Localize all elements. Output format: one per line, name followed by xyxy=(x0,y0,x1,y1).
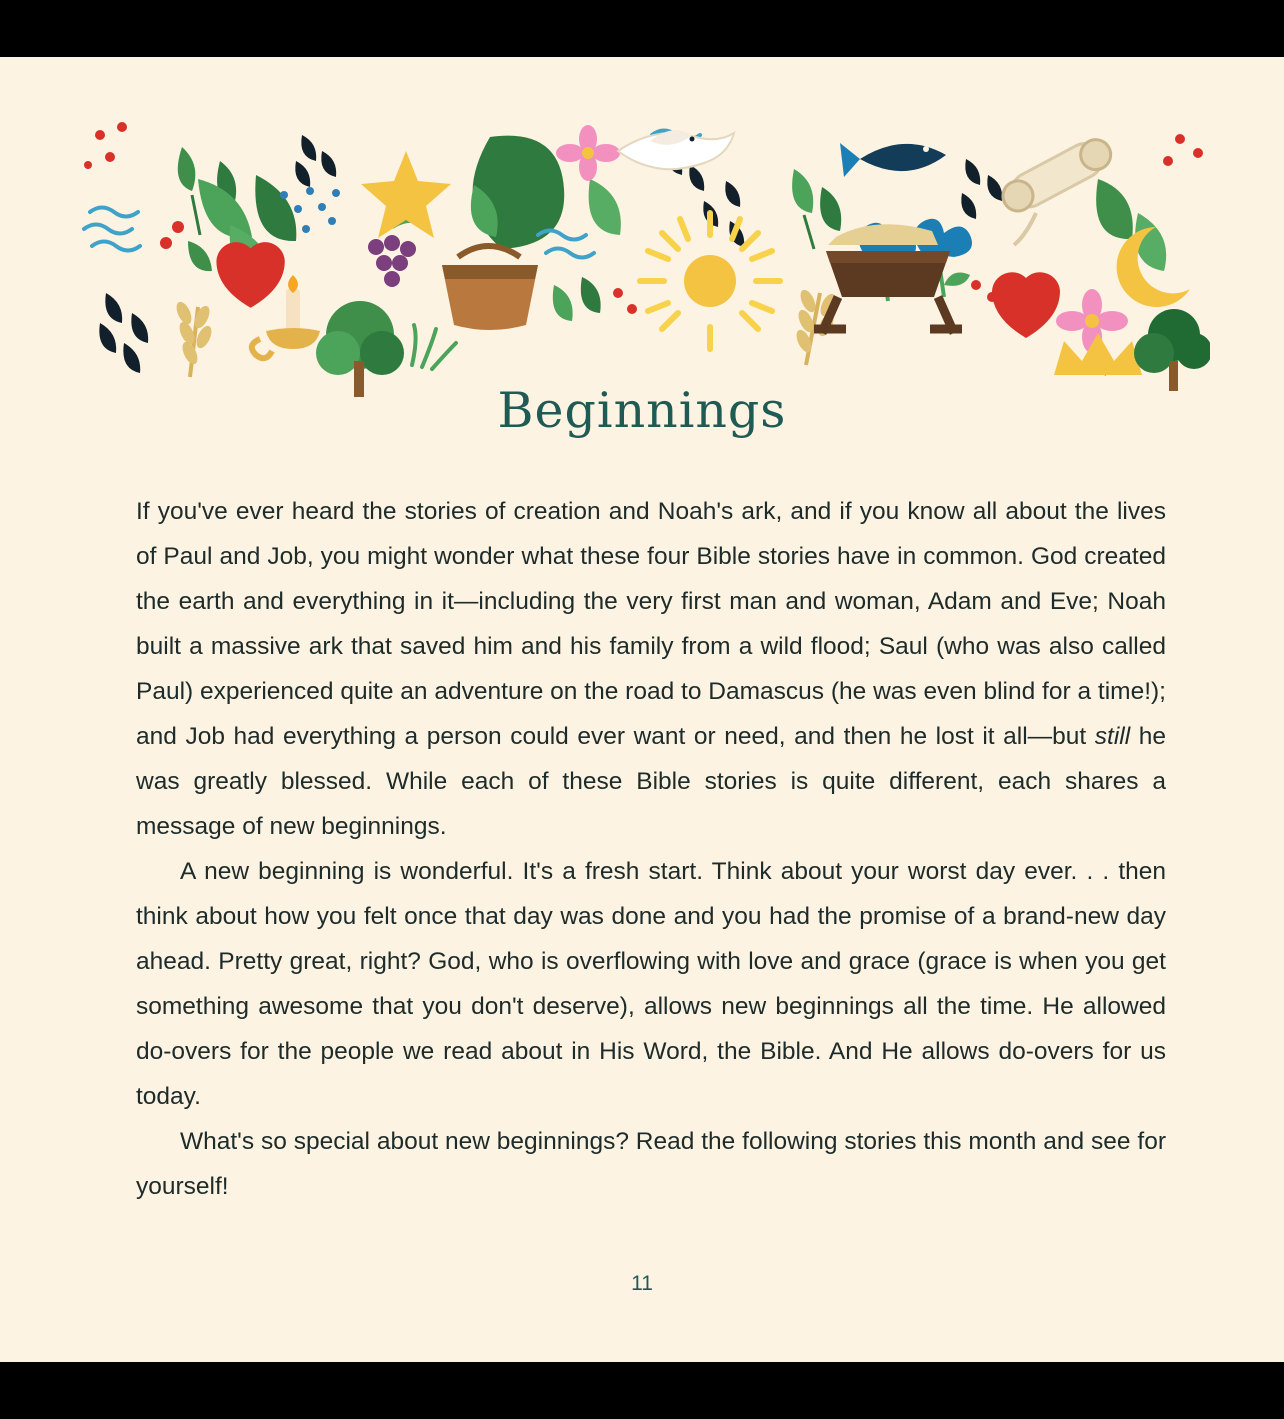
book-page xyxy=(0,57,1284,1362)
pink-flower-icon xyxy=(556,125,620,181)
paragraph-1-emphasis: still xyxy=(1094,723,1131,750)
paragraph-1-text: If you've ever heard the stories of creation and Noah's ark, and if you know all about the lives of Paul and Job, you might wonder what these four Bible stories have in common. God created the earth and everything in it—including the very first man and woman, Adam and Eve; Noah built a massive ark that saved him and his family from a wild flood; Saul (who was also called Paul) experienced quite an adventure on the road to Damascus (he was even blind for a time!); and Job had everything a person could ever want or need, and then he lost it all—but xyxy=(136,498,1166,750)
wheat-stalk-icon xyxy=(173,300,214,377)
blue-fish-icon xyxy=(840,143,946,177)
paragraph-3: What's so special about new beginnings? Read the following stories this month and see for yourself! xyxy=(136,1128,1166,1200)
paragraph-1-tail: he was greatly blessed. While each of these Bible stories is quite different, each shares a message of new beginnings. xyxy=(136,723,1166,840)
grass-tuft-icon xyxy=(412,325,456,369)
green-leaf-sprig-icon xyxy=(553,277,601,321)
grape-cluster-icon xyxy=(368,221,422,287)
paragraph-2: A new beginning is wonderful. It's a fresh start. Think about your worst day ever. . . then think about how you felt once that day was done and you had the promise of a brand-new day ahead. Pretty great, right? God, who is overflowing with love and grace (grace is when you get something awesome that you don't deserve), allows new beginnings all the time. He allowed do-overs for the people we read about in His Word, the Bible. And He allows do-overs for us today. xyxy=(136,858,1166,1110)
green-leaf-sprig-icon xyxy=(792,169,841,249)
red-dots-icon xyxy=(84,122,127,169)
red-dots-icon xyxy=(613,288,637,314)
sun-rays-icon xyxy=(640,213,780,349)
water-ripples-icon xyxy=(84,208,140,251)
bible-motifs-border xyxy=(70,117,1210,417)
red-berry-leaf-icon xyxy=(160,221,212,271)
red-heart-icon xyxy=(992,272,1060,338)
dark-green-tree-icon xyxy=(1134,309,1210,391)
black-olive-branch-icon xyxy=(295,135,336,187)
yellow-star-icon xyxy=(361,151,451,238)
red-dots-icon xyxy=(1163,134,1203,166)
page-title: Beginnings xyxy=(497,382,787,439)
black-olive-branch-icon xyxy=(99,293,148,373)
gold-crown-icon xyxy=(1054,333,1142,375)
paragraph-1 xyxy=(136,489,1166,849)
red-heart-icon xyxy=(216,242,284,308)
body-text xyxy=(136,489,1166,1209)
page-number: 11 xyxy=(631,1272,653,1295)
white-dove-icon xyxy=(618,130,734,169)
black-olive-branch-icon xyxy=(961,159,1002,219)
woven-basket-icon xyxy=(442,246,538,330)
